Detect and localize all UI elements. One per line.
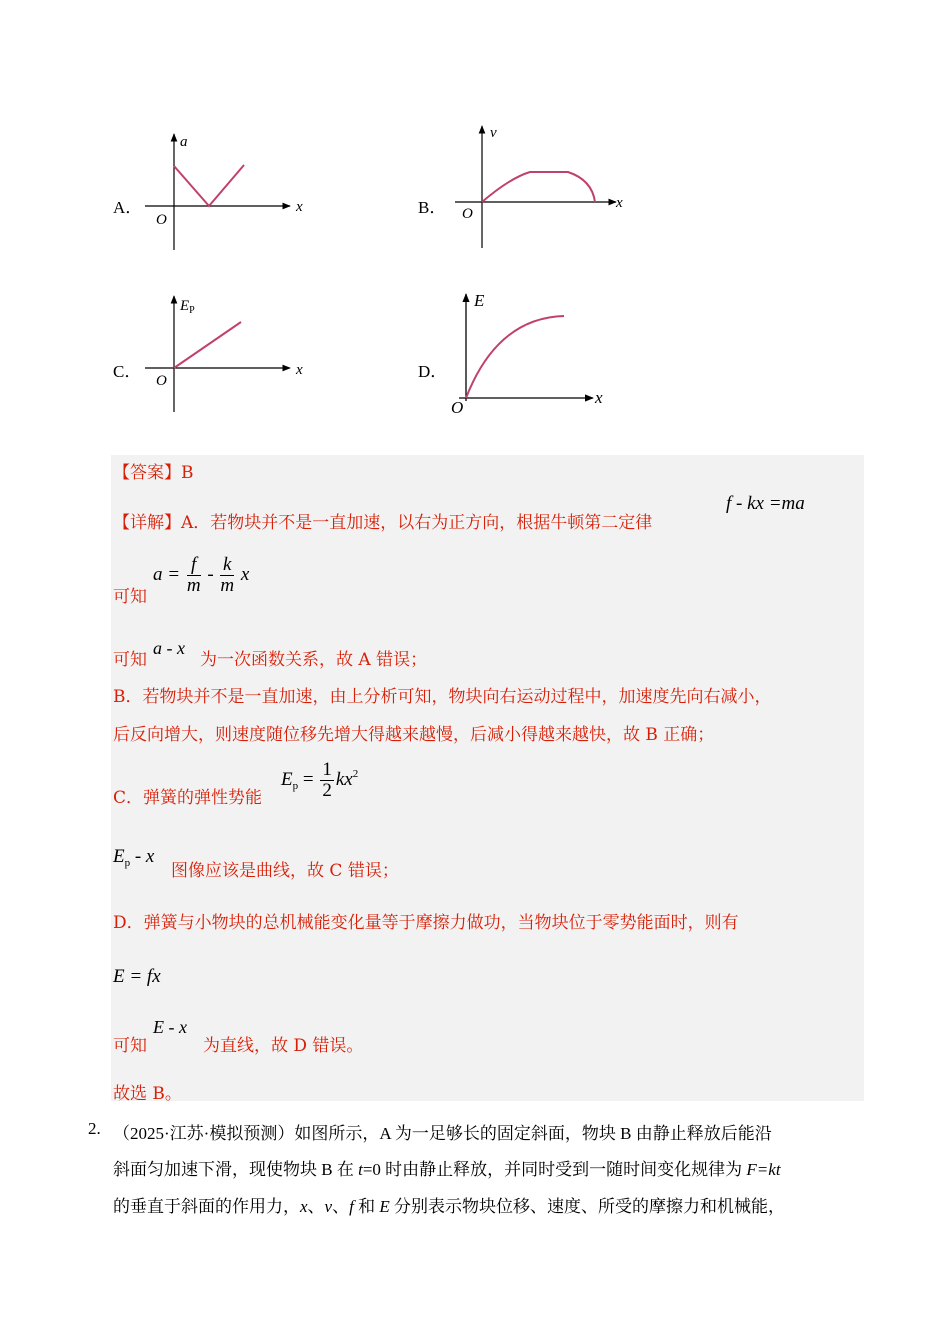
q2-force: F=kt [746, 1160, 781, 1179]
option-c-label: C． [113, 362, 142, 381]
q2-t: t [358, 1160, 363, 1179]
graph-d-mechanical-energy [445, 288, 625, 418]
graph-a-y-label: a [180, 134, 188, 150]
graph-d-curve [466, 316, 564, 398]
detail-c-text: C．弹簧的弹性势能 [113, 788, 263, 808]
question-line-1: （2025·江苏·模拟预测）如图所示，A 为一足够长的固定斜面，物块 B 由静止释放后能沿 [113, 1124, 772, 1143]
answer-tag: 【答案】 [113, 463, 181, 483]
graph-a-origin: O [156, 212, 167, 228]
graph-c-origin: O [156, 373, 167, 389]
answer-box [111, 455, 864, 1101]
d-conclusion: 为直线，故 D 错误。 [203, 1036, 364, 1056]
kz2-text: 可知 [113, 650, 147, 670]
answer-value: B [181, 463, 194, 483]
q3-e: E [379, 1197, 390, 1216]
question-line-2 [113, 1155, 781, 1180]
graph-c-curve [174, 322, 241, 368]
graph-c-x-label: x [296, 362, 303, 378]
graph-b-x-label: x [616, 195, 623, 211]
k-over-m: $\frac{k}{m}$ [220, 554, 235, 596]
graph-b-curve [482, 172, 595, 202]
spring-energy-formula [281, 760, 358, 801]
f-over-m: $\frac{f}{m}$ [186, 554, 201, 596]
kz3-text: 可知 [113, 1036, 147, 1056]
graph-c-y-label: $E_P$ [180, 298, 195, 316]
c2-sub: p [124, 857, 131, 869]
ep-subscript: p [292, 779, 299, 792]
question-line-3 [113, 1192, 785, 1217]
kx: kx [335, 768, 353, 790]
detail-a-text: A．若物块并不是一直加速，以右为正方向，根据牛顿第二定律 [181, 513, 653, 533]
answer-line [113, 458, 194, 483]
option-a-label: A． [113, 198, 143, 217]
accel-minus: - [207, 563, 214, 585]
graph-d-origin: O [451, 398, 464, 417]
c-conclusion: 图像应该是曲线，故 C 错误； [171, 861, 399, 881]
e-x-relation: E - x [153, 1017, 187, 1037]
a-conclusion: 为一次函数关系，故 A 错误； [200, 650, 428, 670]
detail-b-line1: B．若物块并不是一直加速，由上分析可知，物块向右运动过程中，加速度先向右减小， [113, 687, 772, 707]
c2-e: E [113, 846, 125, 867]
q3-text-a: 的垂直于斜面的作用力， [113, 1197, 300, 1216]
detail-tag: 【详解】 [113, 513, 181, 533]
q3-x: x [300, 1197, 308, 1216]
question-number: 2. [88, 1119, 101, 1138]
q3-f: f [349, 1197, 354, 1216]
detail-a-line [113, 508, 652, 533]
ep-equals: = [302, 768, 314, 790]
q3-and: 和 [353, 1197, 380, 1216]
q2-text-a: 斜面匀加速下滑，现使物块 B 在 [113, 1160, 359, 1179]
option-b-label: B． [418, 198, 447, 217]
kz1-text: 可知 [113, 587, 147, 607]
detail-d-text: D．弹簧与小物块的总机械能变化量等于摩擦力做功，当物块位于零势能面时，则有 [113, 913, 739, 933]
q3-text-b: 分别表示物块位移、速度、所受的摩擦力和机械能， [389, 1197, 785, 1216]
ep-symbol: E [281, 768, 293, 790]
graph-a-curve [174, 165, 244, 206]
energy-equation: E = fx [113, 966, 161, 987]
q3-v: v [324, 1197, 333, 1216]
graph-d-x-label: x [595, 388, 603, 407]
detail-b-line2: 后反向增大，则速度随位移先增大得越来越慢，后减小得越来越快，故 B 正确； [113, 725, 715, 745]
graph-b-velocity [450, 120, 640, 250]
q3-sep2: 、 [332, 1197, 350, 1216]
accel-formula [153, 555, 249, 596]
a-x-relation: a - x [153, 638, 185, 658]
accel-lhs: a = [153, 563, 181, 585]
graph-b-origin: O [462, 206, 473, 222]
q2-text-b: =0 时由静止释放，并同时受到一随时间变化规律为 [362, 1160, 747, 1179]
graph-a-acceleration [140, 128, 320, 253]
option-d-label: D． [418, 362, 448, 381]
squared: 2 [352, 767, 359, 780]
accel-x: x [240, 563, 250, 585]
ep-x-relation [113, 846, 154, 869]
final-answer: 故选 B。 [113, 1084, 182, 1104]
c2-rest: - x [130, 846, 155, 867]
newton-equation: f - kx =ma [726, 493, 805, 514]
graph-a-x-label: x [296, 199, 303, 215]
one-half: $\frac{1}{2}$ [322, 759, 332, 801]
graph-c-potential-energy [140, 290, 320, 415]
q3-sep1: 、 [307, 1197, 325, 1216]
graph-d-y-label: E [474, 291, 485, 310]
graph-b-y-label: v [490, 125, 497, 141]
